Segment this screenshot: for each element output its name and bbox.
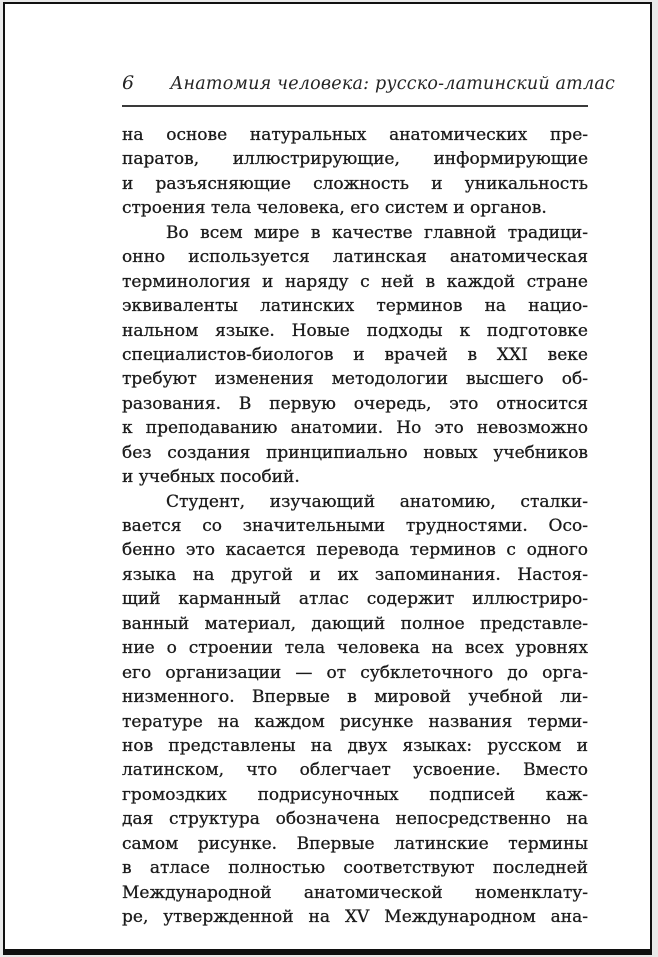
text-line: языка на другой и их запоминания. Настоя-: [122, 564, 588, 585]
text-line: вается со значительными трудностями. Осо-: [122, 516, 588, 536]
text-line: терминология и наряду с ней в каждой стране: [122, 271, 588, 292]
text-line: на основе натуральных анатомических пре-: [122, 125, 588, 145]
text-line: Студент, изучающий анатомию, сталки-: [166, 491, 588, 512]
text-line: бенно это касается перевода терминов с одного: [122, 540, 588, 561]
text-line: ние о строении тела человека на всех уровнях: [122, 638, 588, 659]
text-line: латинском, что облегчает усвоение. Вместо: [122, 760, 588, 781]
text-line: нов представлены на двух языках: русском и: [122, 735, 588, 756]
text-line: дая структура обозначена непосредственно на: [122, 809, 588, 830]
text-line: нальном языке. Новые подходы к подготовке: [122, 320, 588, 341]
text-line: его организации — от субклеточного до орга-: [122, 662, 588, 683]
text-line: онно используется латинская анатомическая: [122, 247, 588, 268]
page-number: 6: [122, 72, 135, 94]
page-frame: [3, 2, 652, 955]
text-line: и учебных пособий.: [122, 467, 300, 488]
text-line: требуют изменения методологии высшего об-: [122, 369, 588, 390]
header-rule: [122, 105, 588, 107]
page-body: [122, 123, 588, 929]
text-line: к преподаванию анатомии. Но это невозможно: [122, 418, 588, 439]
text-line: в атласе полностью соответствуют последней: [122, 858, 588, 879]
text-line: Международной анатомической номенклату-: [122, 882, 588, 903]
text-line: специалистов-биологов и врачей в XXI веке: [122, 344, 588, 365]
text-line: самом рисунке. Впервые латинские термины: [122, 833, 588, 854]
running-header: [122, 72, 615, 95]
text-line: ванный материал, дающий полное представле-: [122, 613, 588, 634]
text-line: и разъясняющие сложность и уникальность: [122, 173, 588, 194]
text-line: без создания принципиально новых учебников: [122, 442, 588, 463]
text-line: разования. В первую очередь, это относится: [122, 393, 588, 414]
text-line: щий карманный атлас содержит иллюстриро-: [122, 589, 588, 610]
text-line: тературе на каждом рисунке названия терми-: [122, 711, 588, 732]
text-line: низменного. Впервые в мировой учебной ли-: [122, 687, 588, 708]
text-line: паратов, иллюстрирующие, информирующие: [122, 149, 588, 170]
text-line: ре, утвержденной на XV Международном ана-: [122, 907, 588, 927]
running-title: Анатомия человека: русско-латинский атлас: [170, 74, 615, 94]
text-line: эквиваленты латинских терминов на нацио-: [122, 296, 588, 317]
text-line: строения тела человека, его систем и органов.: [122, 198, 547, 219]
text-line: громоздких подрисуночных подписей каж-: [122, 784, 588, 805]
text-line: Во всем мире в качестве главной традици-: [166, 222, 588, 243]
